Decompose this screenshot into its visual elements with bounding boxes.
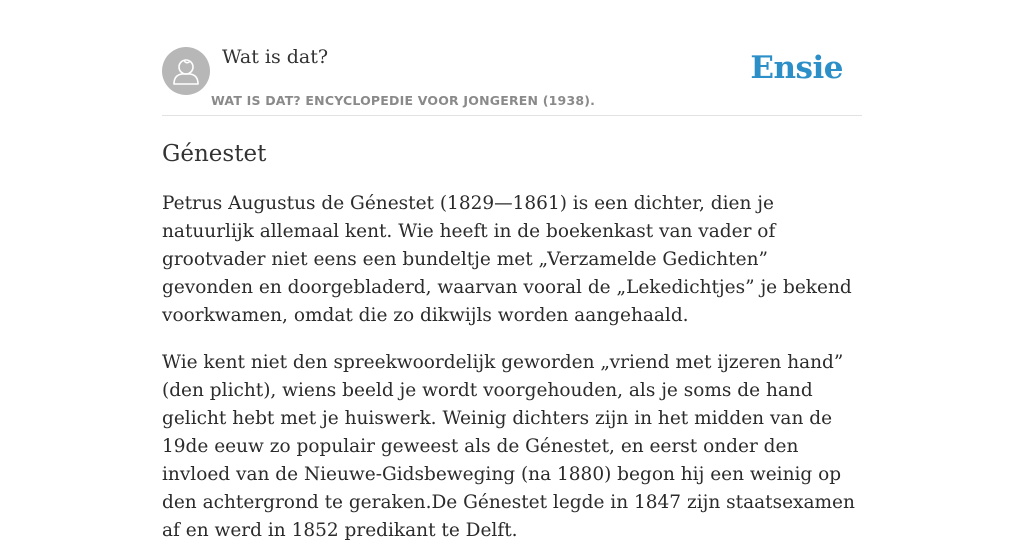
ensie-logo[interactable]: Ensie [750, 50, 843, 86]
article-paragraph-2: Wie kent niet den spreekwoordelijk geworden „vriend met ijzeren hand” (den plicht), wiens beeld je wordt voorgehouden, als je soms de hand gelicht hebt met je huiswerk. Weinig dichters zijn in het midden van de 19de eeuw zo populair geweest als de Génestet, en eerst onder den invloed van de Nieuwe-Gidsbeweging (na 1880) begon hij een weinig op den achtergrond te geraken.De Génestet legde in 1847 zijn staatsexamen af en werd in 1852 predikant te Delft. [162, 352, 855, 541]
article [162, 138, 862, 545]
article-paragraph-1: Petrus Augustus de Génestet (1829—1861) is een dichter, dien je natuurlijk allemaal kent. Wie heeft in de boekenkast van vader of grootvader niet eens een bundeltje met „Verzamelde Gedichten” gevonden en doorgebladerd, waarvan vooral de „Lekedichtjes” je bekend voorkwamen, omdat die zo dikwijls worden aangehaald. [162, 193, 852, 326]
source-title-link[interactable]: Wat is dat? [222, 46, 329, 68]
source-header [162, 44, 862, 116]
article-title: Génestet [162, 141, 267, 167]
source-subtitle: WAT IS DAT? ENCYCLOPEDIE VOOR JONGEREN (1938). [211, 93, 596, 108]
user-icon[interactable] [162, 47, 210, 95]
